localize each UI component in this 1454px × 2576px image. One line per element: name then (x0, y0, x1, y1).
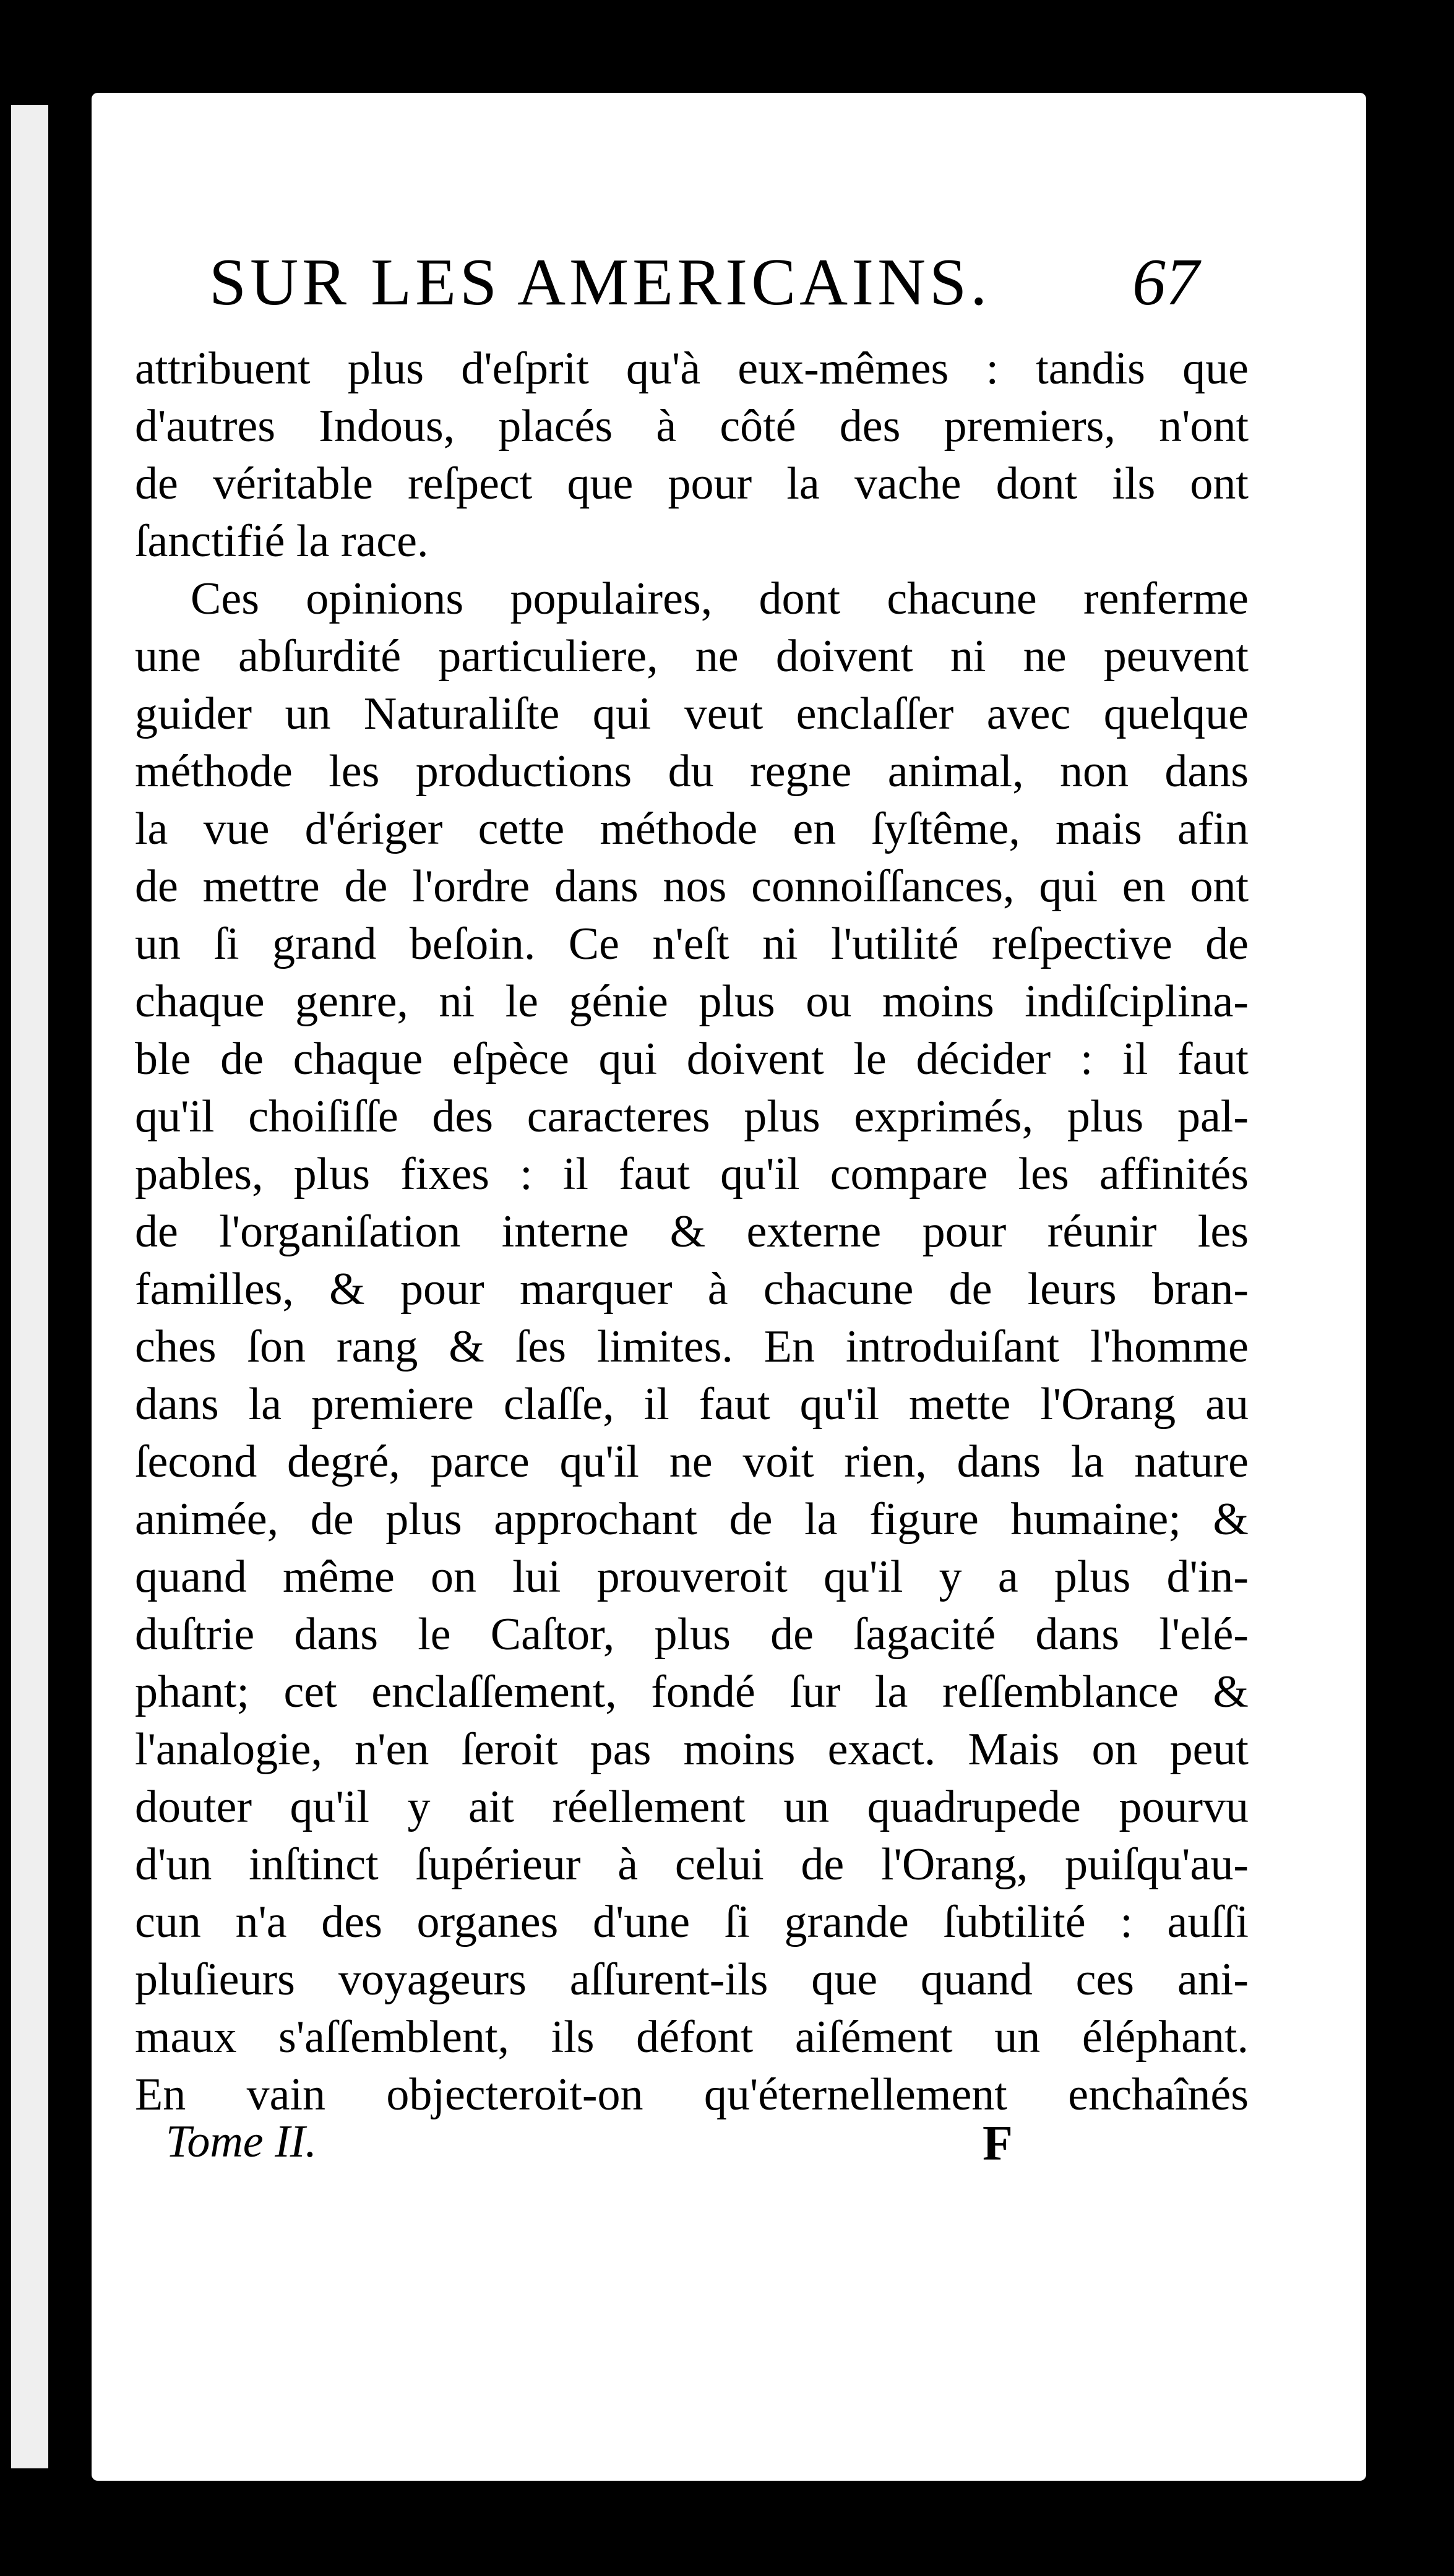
text-line: d'un inſtinct ſupérieur à celui de l'Orang, puiſqu'au- (135, 1839, 1249, 1890)
text-line: animée, de plus approchant de la figure humaine; & (135, 1494, 1249, 1545)
running-head (209, 238, 1199, 343)
text-line: ble de chaque eſpèce qui doivent le décider : il faut (135, 1034, 1249, 1084)
text-line: pluſieurs voyageurs aſſurent-ils que quand ces ani- (135, 1954, 1249, 2005)
text-line: une abſurdité particuliere, ne doivent ni ne peuvent (135, 631, 1249, 682)
page-footer (166, 2116, 1094, 2190)
text-line: qu'il choiſiſſe des caracteres plus exprimés, plus pal- (135, 1091, 1249, 1142)
text-line: attribuent plus d'eſprit qu'à eux-mêmes : tandis que (135, 343, 1249, 394)
text-line: de l'organiſation interne & externe pour réunir les (135, 1206, 1249, 1257)
text-line: pables, plus fixes : il faut qu'il compare les affinités (135, 1149, 1249, 1200)
text-line: d'autres Indous, placés à côté des premiers, n'ont (135, 401, 1249, 452)
text-line: quand même on lui prouveroit qu'il y a plus d'in- (135, 1552, 1249, 1602)
volume-label: Tome II. (166, 2116, 317, 2167)
text-line: méthode les productions du regne animal, non dans (135, 746, 1249, 797)
text-line: l'analogie, n'en ſeroit pas moins exact. Mais on peut (135, 1724, 1249, 1775)
text-line: Ces opinions populaires, dont chacune renferme (191, 573, 1249, 624)
book-page (92, 93, 1366, 2481)
running-head-title: SUR LES AMERICAINS. (209, 246, 991, 319)
text-line: de véritable reſpect que pour la vache dont ils ont (135, 458, 1249, 509)
text-line: la vue d'ériger cette méthode en ſyſtême, mais afin (135, 804, 1249, 854)
book-binding (0, 0, 93, 2576)
scan-border-right (1364, 0, 1454, 2576)
text-line: ſecond degré, parce qu'il ne voit rien, dans la nature (135, 1436, 1249, 1487)
page-number: 67 (1132, 246, 1199, 319)
text-line: En vain objecteroit-on qu'éternellement enchaînés (135, 2069, 1249, 2120)
text-line: un ſi grand beſoin. Ce n'eſt ni l'utilité reſpective de (135, 919, 1249, 969)
facing-page-edge (11, 105, 48, 2468)
text-line: chaque genre, ni le génie plus ou moins indiſciplina- (135, 976, 1249, 1027)
text-line: cun n'a des organes d'une ſi grande ſubtilité : auſſi (135, 1897, 1249, 1947)
text-line: dans la premiere claſſe, il faut qu'il mette l'Orang au (135, 1379, 1249, 1430)
body-text (135, 340, 1249, 2124)
text-line: guider un Naturaliſte qui veut enclaſſer avec quelque (135, 689, 1249, 739)
text-line: familles, & pour marquer à chacune de leurs bran- (135, 1264, 1249, 1315)
text-line: duſtrie dans le Caſtor, plus de ſagacité dans l'elé- (135, 1609, 1249, 1660)
text-line: douter qu'il y ait réellement un quadrupede pourvu (135, 1782, 1249, 1832)
signature-mark: F (983, 2116, 1013, 2171)
text-line: ches ſon rang & ſes limites. En introduiſant l'homme (135, 1321, 1249, 1372)
text-line: ſanctifié la race. (135, 516, 429, 567)
text-line: maux s'aſſemblent, ils défont aiſément un éléphant. (135, 2012, 1249, 2063)
text-line: phant; cet enclaſſement, fondé ſur la reſſemblance & (135, 1667, 1249, 1717)
text-line: de mettre de l'ordre dans nos connoiſſances, qui en ont (135, 861, 1249, 912)
